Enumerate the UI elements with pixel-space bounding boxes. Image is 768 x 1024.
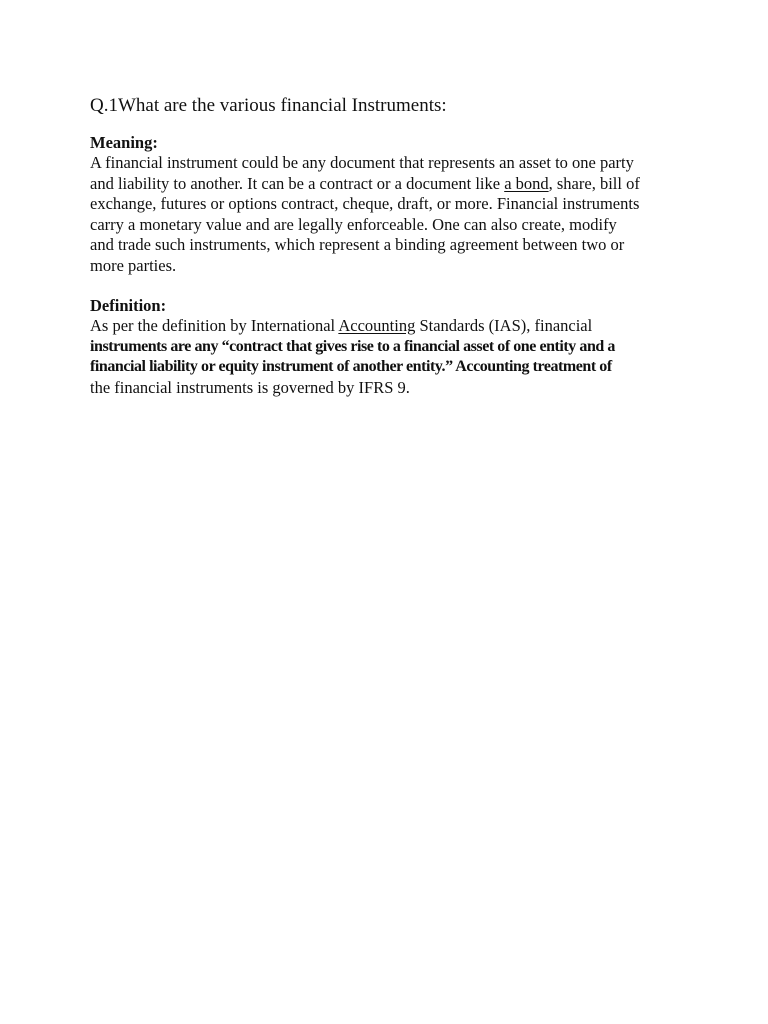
- definition-line-2: instruments are any “contract that gives rise to a financial asset of one entity and a: [90, 337, 615, 355]
- definition-line-1-start: As per the definition by International: [90, 316, 339, 335]
- definition-paragraph: [90, 316, 690, 398]
- meaning-line-2-start: and liability to another. It can be a contract or a document like: [90, 173, 505, 193]
- meaning-line-2-end: , share, bill of: [548, 173, 640, 193]
- meaning-line-4: carry a monetary value and are legally enforceable. One can also create, modify: [90, 214, 617, 234]
- definition-line-1: [90, 316, 690, 337]
- meaning-line-5: and trade such instruments, which represent a binding agreement between two or: [90, 235, 625, 254]
- meaning-line-6: more parties.: [90, 255, 177, 275]
- definition-line-1-end: Standards (IAS), financial: [415, 316, 593, 335]
- accounting-link[interactable]: Accounting: [338, 316, 416, 335]
- meaning-line-1: A financial instrument could be any document that represents an asset to one party: [90, 153, 634, 172]
- definition-heading: Definition:: [90, 296, 167, 315]
- meaning-heading: Meaning:: [90, 133, 158, 152]
- document-page: [90, 93, 690, 418]
- bond-link[interactable]: a bond: [504, 173, 549, 193]
- question-title: Q.1What are the various financial Instruments:: [90, 95, 447, 116]
- meaning-line-2: [90, 174, 690, 195]
- definition-line-4: the financial instruments is governed by IFRS 9.: [90, 377, 410, 397]
- meaning-paragraph: [90, 153, 690, 276]
- meaning-line-3: exchange, futures or options contract, cheque, draft, or more. Financial instruments: [90, 194, 640, 213]
- definition-line-3: financial liability or equity instrument of another entity.” Accounting treatment of: [90, 358, 612, 375]
